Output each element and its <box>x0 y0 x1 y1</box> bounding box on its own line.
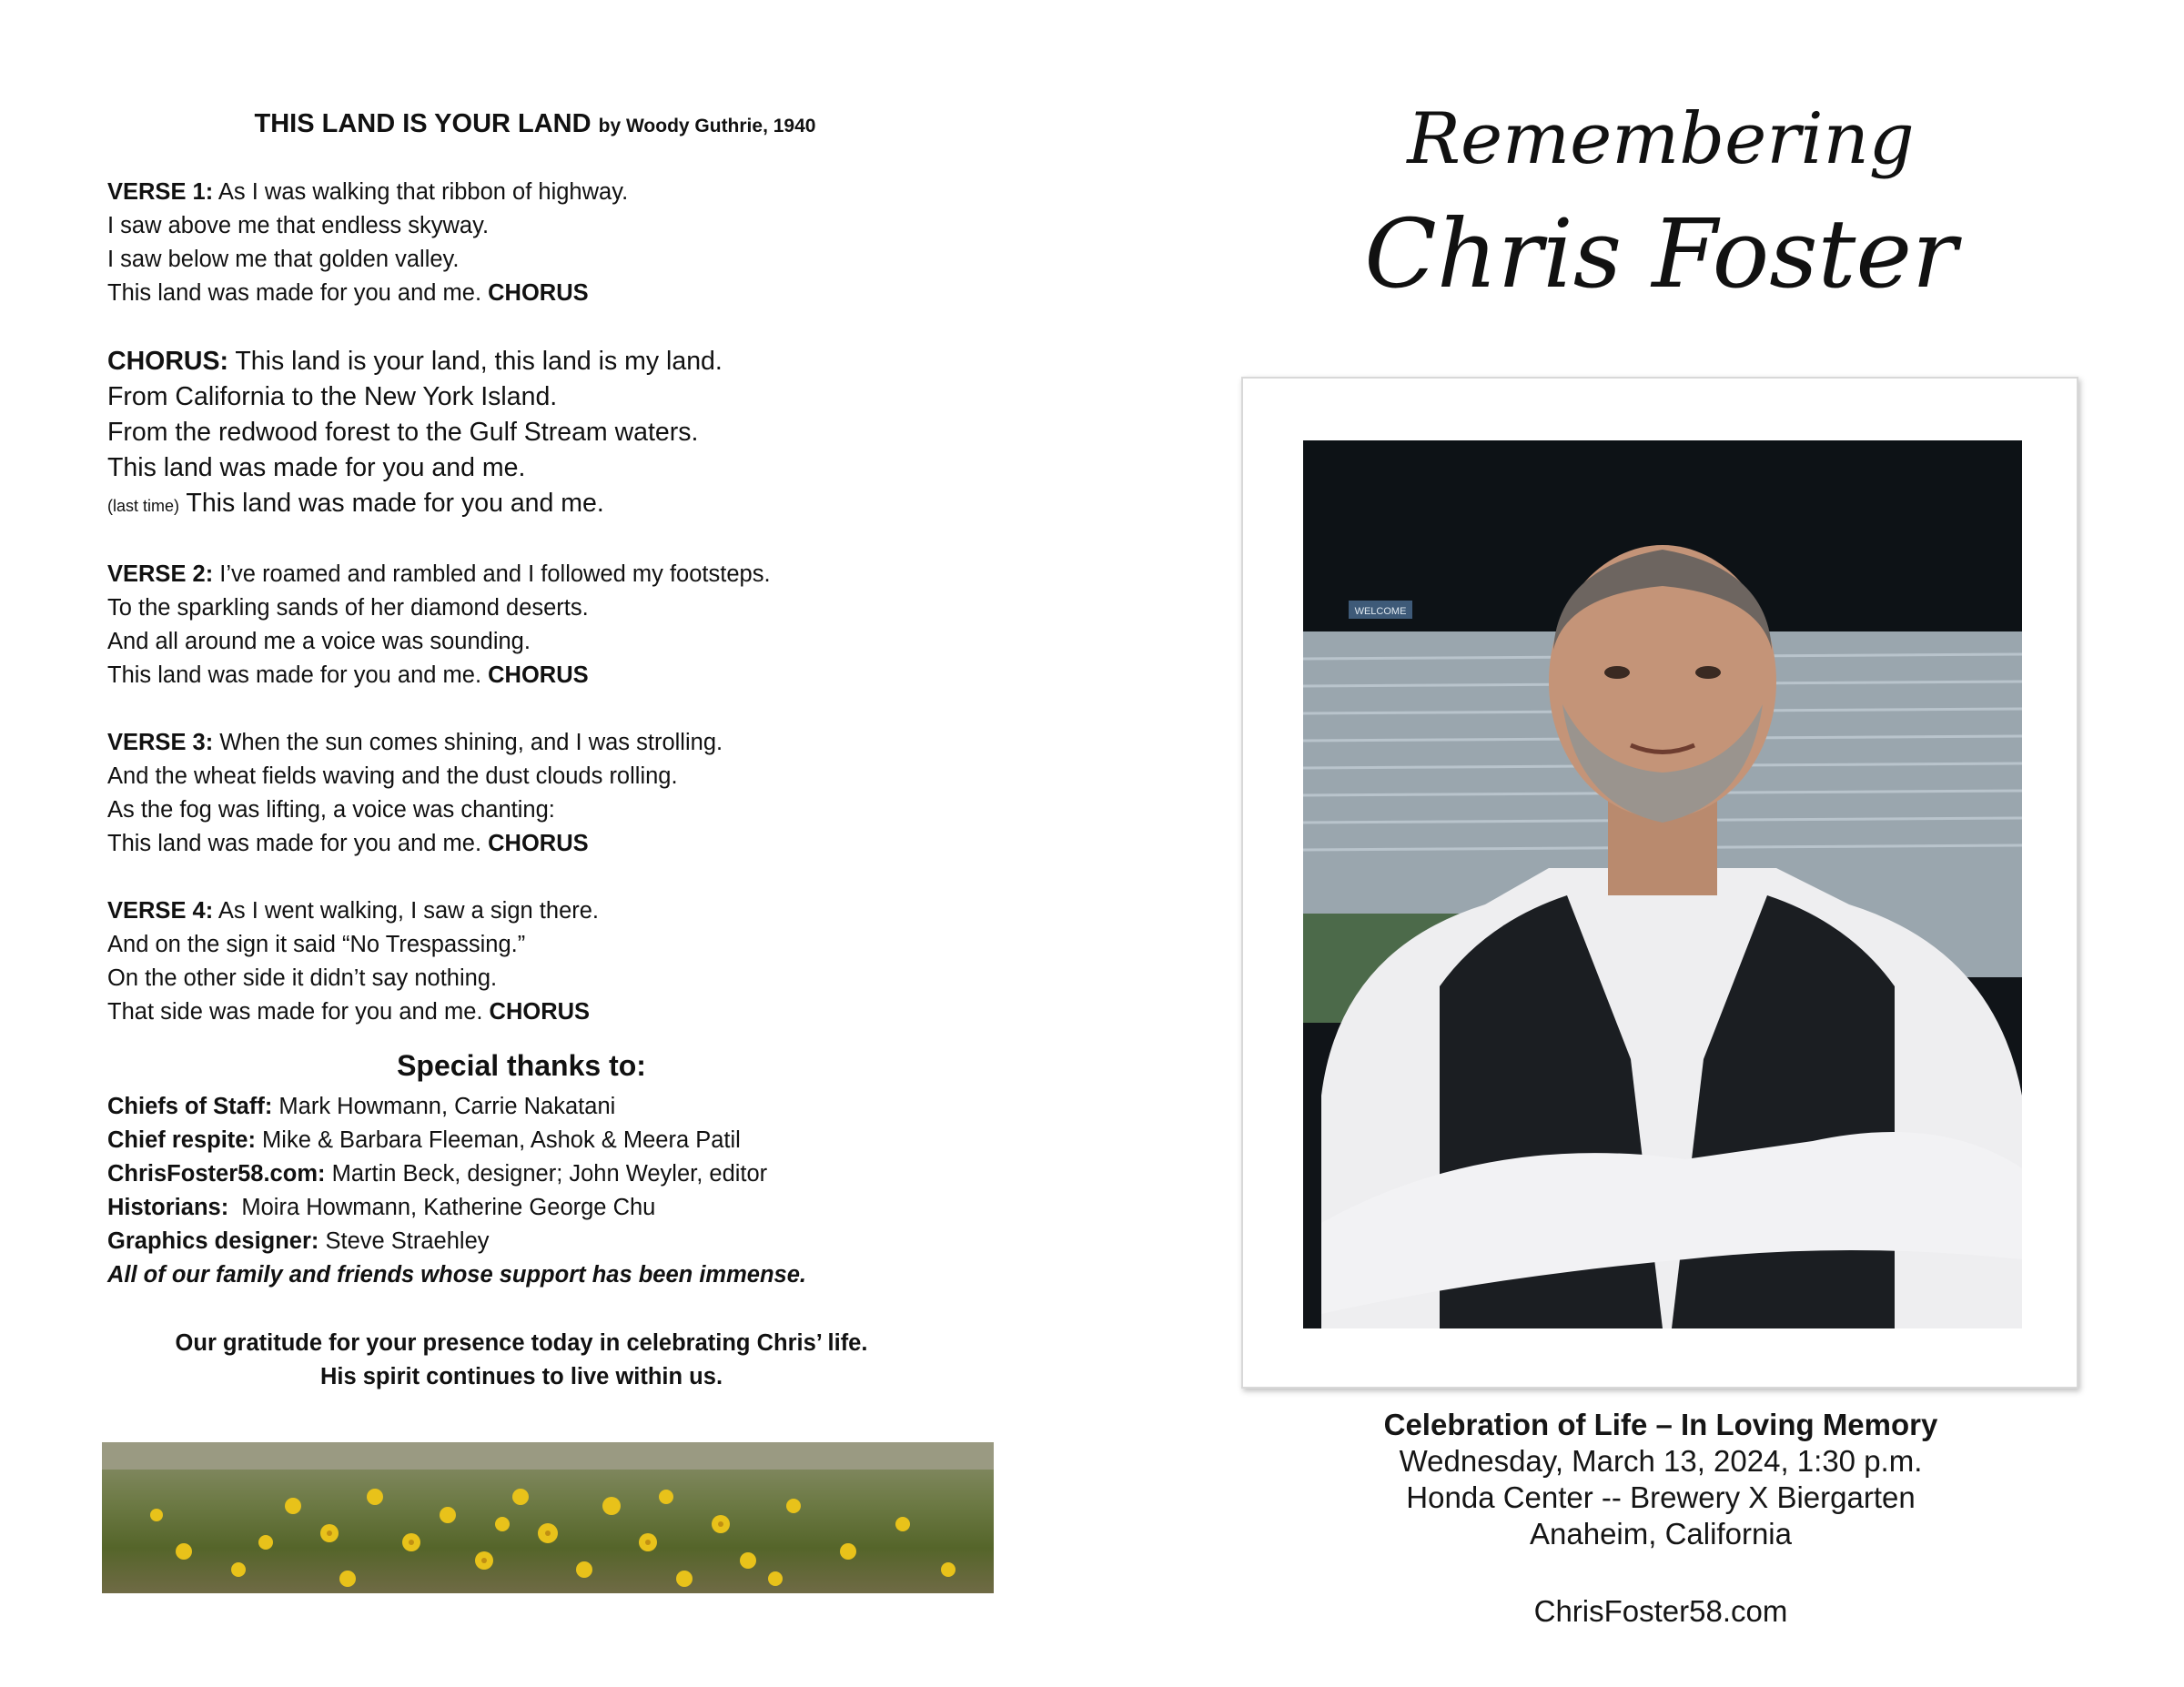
thanks-title: Special thanks to: <box>397 1049 646 1082</box>
chorus-label: CHORUS: <box>107 347 228 376</box>
event-title: Celebration of Life – In Loving Memory <box>1383 1408 1938 1441</box>
thanks-row: Graphics designer: Steve Straehley <box>107 1228 490 1254</box>
chorus-tag: CHORUS <box>489 999 591 1025</box>
song-title <box>107 109 908 139</box>
gratitude-message: Our gratitude for your presence today in celebrating Chris’ life. His spirit continues to live within us. <box>175 1330 868 1389</box>
flower-photo <box>102 1442 994 1593</box>
event-venue: Honda Center -- Brewery X Biergarten <box>1406 1480 1916 1514</box>
thanks-row: Chiefs of Staff: Mark Howmann, Carrie Nakatani <box>107 1094 616 1119</box>
last-time-note: (last time) <box>107 497 180 515</box>
chorus-tag: CHORUS <box>488 280 589 306</box>
portrait-frame <box>1241 377 2078 1389</box>
portrait-photo <box>1303 440 2022 1328</box>
thanks-row: Chief respite: Mike & Barbara Fleeman, Ashok & Meera Patil <box>107 1127 741 1153</box>
cover-name: Chris Foster <box>1364 198 1957 309</box>
verse-4: VERSE 4: As I went walking, I saw a sign there. And on the sign it said “No Trespassing.” On the other side it didn’t say nothing. That side was made for you and me. CHORUS <box>107 898 600 1025</box>
verse-1: VERSE 1: As I was walking that ribbon of highway. I saw above me that endless skyway. I saw below me that golden valley. This land was made for you and me. CHORUS <box>107 179 629 306</box>
flower-field-graphic <box>102 1442 994 1593</box>
thanks-row: Historians: Moira Howmann, Katherine George Chu <box>107 1195 656 1220</box>
chorus-tag: CHORUS <box>488 662 589 688</box>
thanks-list <box>107 1090 908 1292</box>
thanks-closing: All of our family and friends whose support has been immense. <box>107 1262 806 1288</box>
event-city: Anaheim, California <box>1530 1517 1792 1551</box>
verse-label: VERSE 1: <box>107 179 214 205</box>
song-title-text: THIS LAND IS YOUR LAND <box>254 109 592 138</box>
verse-label: VERSE 2: <box>107 561 214 587</box>
website-link[interactable]: ChrisFoster58.com <box>1533 1594 1788 1628</box>
verse-label: VERSE 4: <box>107 898 214 924</box>
verse-3: VERSE 3: When the sun comes shining, and I was strolling. And the wheat fields waving and the dust clouds rolling. As the fog was lifting, a voice was chanting: This land was made for you and me. CHORUS <box>107 730 723 856</box>
chorus: CHORUS: This land is your land, this land is my land. From California to the New York Island. From the redwood forest to the Gulf Stream waters. This land was made for you and me. (last time) This land was made for you and me. <box>107 347 723 518</box>
event-date: Wednesday, March 13, 2024, 1:30 p.m. <box>1399 1444 1923 1478</box>
event-details <box>1228 1407 2093 1552</box>
stadium-banner: WELCOME <box>1354 606 1407 617</box>
thanks-row: ChrisFoster58.com: Martin Beck, designer; John Weyler, editor <box>107 1161 768 1187</box>
verse-label: VERSE 3: <box>107 730 214 755</box>
song-page <box>107 109 908 1394</box>
cover-remembering: Remembering <box>1407 98 1915 180</box>
portrait-illustration <box>1303 440 2022 1328</box>
verse-2: VERSE 2: I’ve roamed and rambled and I followed my footsteps. To the sparkling sands of her diamond deserts. And all around me a voice was sounding. This land was made for you and me. CHORUS <box>107 561 771 688</box>
song-byline: by Woody Guthrie, 1940 <box>598 116 816 136</box>
chorus-tag: CHORUS <box>488 831 589 856</box>
